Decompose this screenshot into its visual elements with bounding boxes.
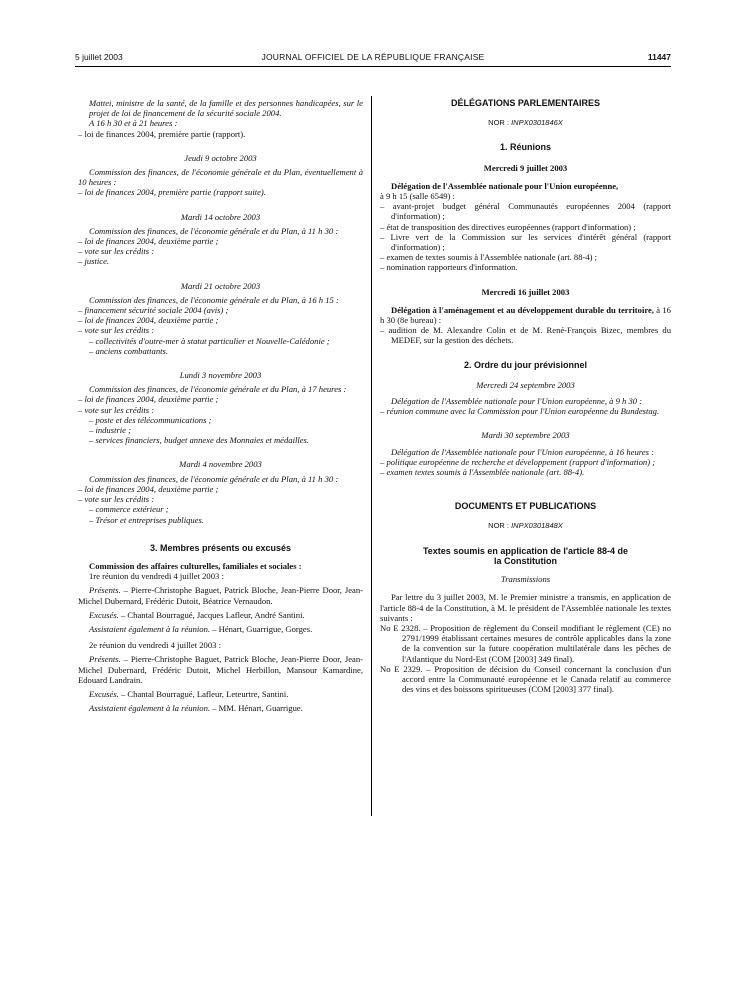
column-divider [371, 96, 372, 816]
document-entry: No E 2328. – Proposition de règlement du Conseil modifiant le règlement (CE) no 2791/1999 établissant certaines mesures de contrôle applicables dans la zone de la convention sur la future coopération multilatérale dans les pêches de l'Atlantique du Nord-Est (COM [2003] 349 final). [380, 622, 671, 664]
journal-title: JOURNAL OFFICIEL DE LA RÉPUBLIQUE FRANÇAISE [261, 52, 485, 62]
sub-list-item: – industrie ; [89, 425, 132, 436]
date-heading: Mardi 4 novembre 2003 [179, 459, 262, 470]
left-column [78, 98, 363, 713]
section-title-delegations: DÉLÉGATIONS PARLEMENTAIRES [450, 98, 600, 108]
date-heading: Jeudi 9 octobre 2003 [184, 152, 257, 163]
list-item: – loi de finances 2004, première partie (rapport suite). [78, 187, 266, 198]
date-heading: Mercredi 24 septembre 2003 [476, 379, 575, 390]
header-date: 5 juillet 2003 [75, 52, 123, 62]
list-item: – loi de finances 2004, deuxième partie ; [78, 483, 219, 494]
commission-text: Commission des finances, de l'économie générale et du Plan, à 11 h 30 : [89, 225, 339, 236]
commission-text: Commission des finances, de l'économie générale et du Plan, à 17 heures : [89, 384, 347, 395]
document-entry: No E 2329. – Proposition de décision du Conseil concernant la conclusion d'un accord entre la Communauté européenne et le Canada relatif au commerce des vins et des boissons spiritueuses (COM [2003] 377 final). [380, 663, 671, 695]
list-item: – vote sur les crédits : [78, 494, 155, 505]
delegation-time: à 9 h 15 (salle 6549) : [380, 191, 455, 202]
delegation-name: Délégation à l'aménagement et au développement durable du territoire, [391, 304, 654, 315]
intro-time: A 16 h 30 et à 21 heures : [89, 118, 178, 129]
list-item: – justice. [78, 256, 110, 267]
date-heading: Mardi 30 septembre 2003 [481, 430, 570, 441]
delegation-text: Délégation de l'Assemblée nationale pour l'Union européenne, à 9 h 30 : [391, 396, 643, 407]
page-number: 11447 [647, 52, 671, 62]
attendance-excused: Excusés. – Chantal Bourragué, Lafleur, Leteurtre, Santini. [89, 688, 289, 699]
sub-list-item: – commerce extérieur ; [89, 504, 169, 515]
list-item: – réunion commune avec la Commission pour l'Union européenne du Bundestag. [380, 406, 660, 417]
date-heading: Mercredi 9 juillet 2003 [483, 162, 568, 173]
sub-list-item: – collectivités d'outre-mer à statut particulier et Nouvelle-Calédonie ; [89, 335, 330, 346]
attendance-excused: Excusés. – Chantal Bourragué, Jacques Lafleur, André Santini. [89, 609, 305, 620]
list-item: – nomination rapporteurs d'information. [380, 262, 518, 273]
sub-list-item: – services financiers, budget annexe des Monnaies et médailles. [89, 435, 310, 446]
meeting-title: 1re réunion du vendredi 4 juillet 2003 : [89, 571, 224, 582]
attendance-present: Présents. – Pierre-Christophe Baguet, Patrick Bloche, Jean-Pierre Door, Jean-Michel Dubernard, Frédéric Dutoit, Michel Herbillon, Mansour Kamardine, Edouard Landrain. [78, 654, 363, 685]
list-item: – audition de M. Alexandre Colin et de M. René-François Bizec, membres du MEDEF, sur la gestion des déchets. [380, 325, 671, 346]
intro-item: – loi de finances 2004, première partie (rapport). [78, 128, 246, 139]
sub-list-item: – anciens combattants. [89, 345, 169, 356]
attendance-also: Assistaient également à la réunion. – Hénart, Guarrigue, Gorges. [89, 623, 313, 634]
section-heading: 3. Membres présents ou excusés [149, 542, 292, 553]
list-item: – vote sur les crédits : [78, 404, 155, 415]
date-heading: Lundi 3 novembre 2003 [179, 370, 262, 381]
attendance-also: Assistaient également à la réunion. – MM. Hénart, Guarrigue. [89, 703, 303, 714]
attendance-present: Présents. – Pierre-Christophe Baguet, Patrick Bloche, Jean-Pierre Door, Jean-Michel Dubernard, Frédéric Dutoit, Béatrice Vernaudon. [78, 585, 363, 606]
page-header [75, 52, 671, 66]
delegation-text: Délégation de l'Assemblée nationale pour l'Union européenne, à 16 heures : [391, 446, 654, 457]
delegation-time: à 16 h 30 (8e bureau) : [380, 304, 671, 326]
sub-list-item: – Trésor et entreprises publiques. [89, 514, 204, 525]
date-heading: Mercredi 16 juillet 2003 [481, 286, 570, 297]
list-item: – avant-projet budget général Communautés européennes 2004 (rapport d'information) ; [380, 201, 671, 222]
list-item: – politique européenne de recherche et développement (rapport d'information) ; [380, 456, 656, 467]
list-item: – vote sur les crédits : [78, 246, 155, 257]
intro-text: Mattei, ministre de la santé, de la famille et des personnes handicapées, sur le projet de loi de financement de la sécurité sociale 2004. [89, 98, 363, 119]
transmission-paragraph: Par lettre du 3 juillet 2003, M. le Premier ministre a transmis, en application de l'article 88-4 de la Constitution, à M. le président de l'Assemblée nationale les textes suivants : [380, 592, 671, 623]
list-item: – financement sécurité sociale 2004 (avis) ; [78, 305, 229, 316]
list-item: – loi de finances 2004, deuxième partie ; [78, 315, 219, 326]
nor-reference: NOR : INPX0301846X [488, 118, 563, 128]
list-item: – examen textes soumis à l'Assemblée nationale (art. 88-4). [380, 467, 585, 478]
commission-text: Commission des finances, de l'économie générale et du Plan, à 11 h 30 : [89, 473, 339, 484]
list-item: – vote sur les crédits : [78, 325, 155, 336]
delegation-name: Délégation de l'Assemblée nationale pour l'Union européenne, [391, 180, 619, 191]
section-title-documents: DOCUMENTS ET PUBLICATIONS [454, 501, 597, 512]
subsection-heading: Textes soumis en application de l'article 88-4 de la Constitution [422, 545, 629, 566]
meeting-title: 2e réunion du vendredi 4 juillet 2003 : [89, 640, 221, 651]
date-heading: Mardi 14 octobre 2003 [180, 211, 261, 222]
subsection-heading: 2. Ordre du jour prévisionnel [463, 359, 588, 370]
commission-text: Commission des finances, de l'économie générale et du Plan, à 16 h 15 : [89, 294, 339, 305]
date-heading: Mardi 21 octobre 2003 [180, 280, 261, 291]
subsection-heading: 1. Réunions [499, 142, 551, 153]
commission-heading: Commission des affaires culturelles, familiales et sociales : [89, 560, 302, 571]
list-item: – loi de finances 2004, deuxième partie ; [78, 236, 219, 247]
list-item: – loi de finances 2004, deuxième partie ; [78, 394, 219, 405]
list-item: – état de transposition des directives européennes (rapport d'information) ; [380, 221, 636, 232]
list-item: – Livre vert de la Commission sur les services d'intérêt général (rapport d'information) ; [380, 231, 671, 253]
commission-text: Commission des finances, de l'économie générale et du Plan, éventuellement à 10 heures : [78, 167, 363, 188]
nor-reference: NOR : INPX0301848X [488, 521, 563, 531]
sub-list-item: – poste et des télécommunications ; [89, 414, 212, 425]
right-column [380, 98, 671, 694]
list-item: – examen de textes soumis à l'Assemblée nationale (art. 88-4) ; [380, 252, 598, 263]
header-rule [75, 66, 671, 67]
transmissions-label: Transmissions [500, 574, 551, 585]
